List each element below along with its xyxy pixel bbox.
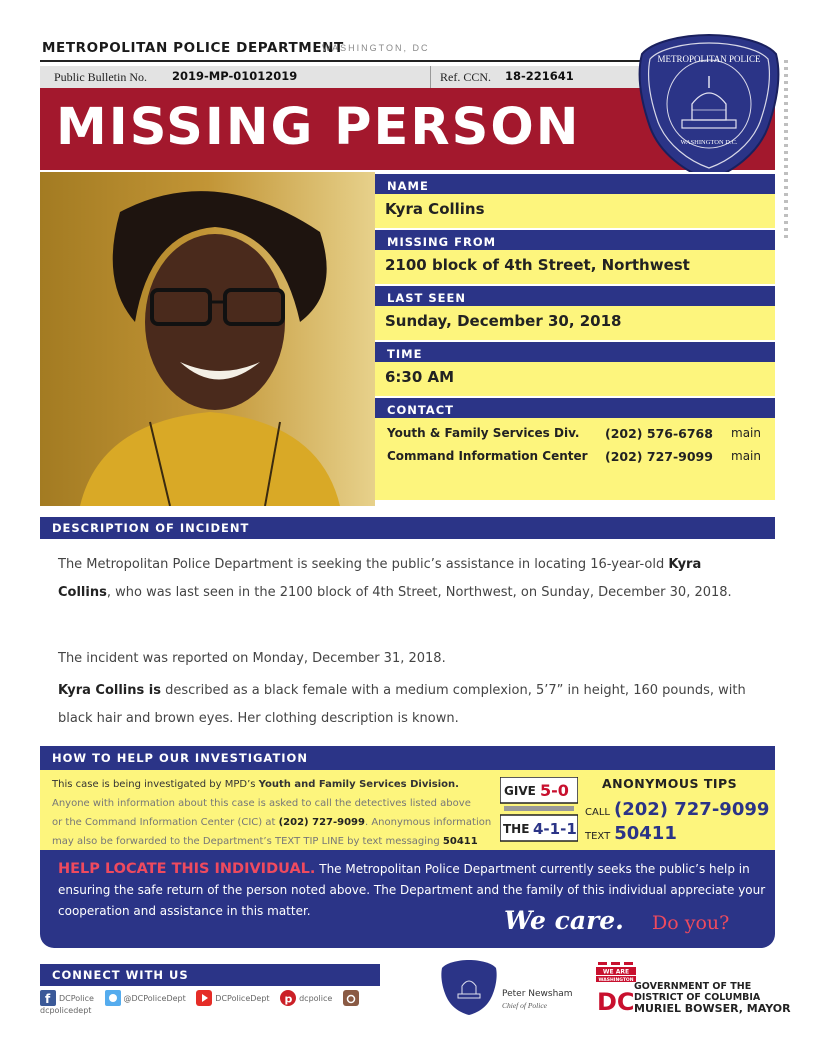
side-code-mark [780, 60, 792, 240]
info-panel [375, 172, 775, 500]
missing-from-label: MISSING FROM [375, 228, 775, 250]
missing-from-value: 2100 block of 4th Street, Northwest [375, 250, 775, 284]
department-name: METROPOLITAN POLICE DEPARTMENT [42, 40, 344, 56]
social-links [40, 990, 390, 1015]
youtube-icon[interactable] [196, 990, 212, 1006]
contact-phone[interactable]: (202) 727-9099 [605, 449, 713, 464]
svg-text:5-0: 5-0 [540, 781, 569, 800]
gov-line-1: GOVERNMENT OF THE [634, 981, 752, 992]
name-label: NAME [375, 172, 775, 194]
last-seen-value: Sunday, December 30, 2018 [375, 306, 775, 340]
description-paragraph-3: Kyra Collins is described as a black female with a medium complexion, 5’7” in height, 160 pounds, with black hair and brown eyes. Her clothing description is known. [58, 683, 746, 726]
svg-text:GIVE: GIVE [504, 784, 536, 798]
bulletin-number: 2019-MP-01012019 [172, 69, 298, 83]
contact-type: main [731, 449, 761, 463]
police-badge-icon [636, 32, 782, 182]
dc-government-logo [596, 962, 636, 1016]
page-title: MISSING PERSON [56, 98, 581, 157]
help-locate-text: HELP LOCATE THIS INDIVIDUAL. The Metropolitan Police Department currently seeks the public’s help in ensuring the safe return of the person noted above. The Department and the family of this individual appreciate your cooperation and assistance in this matter. [58, 861, 766, 918]
do-you-tagline: Do you? [652, 912, 730, 934]
description-paragraph-1: The Metropolitan Police Department is seeking the public’s assistance in locating 16-year-old Kyra Collins, who was last seen in the 2100 block of 4th Street, Northwest, on Sunday, December 30, 2018. [58, 557, 732, 600]
anonymous-tips-title: ANONYMOUS TIPS [602, 776, 738, 791]
give-50-the-411-logo [500, 777, 578, 843]
svg-text:4-1-1: 4-1-1 [533, 820, 577, 838]
contact-box [375, 418, 775, 500]
contact-label: CONTACT [375, 396, 775, 418]
last-seen-label: LAST SEEN [375, 284, 775, 306]
ref-number: 18-221641 [505, 69, 574, 83]
time-label: TIME [375, 340, 775, 362]
bulletin-label: Public Bulletin No. [54, 70, 147, 84]
gov-line-2: DISTRICT OF COLUMBIA [634, 992, 761, 1003]
instagram-icon[interactable] [343, 990, 359, 1006]
svg-text:f: f [45, 992, 51, 1006]
description-heading: DESCRIPTION OF INCIDENT [40, 517, 775, 539]
city-name: WASHINGTON, DC [322, 43, 430, 53]
svg-text:METROPOLITAN POLICE: METROPOLITAN POLICE [657, 54, 761, 64]
pinterest-icon[interactable] [280, 990, 296, 1006]
svg-text:DC: DC [597, 988, 635, 1016]
svg-text:WE ARE: WE ARE [602, 968, 630, 976]
svg-text:WASHINGTON: WASHINGTON [598, 978, 634, 983]
tip-text[interactable]: TEXT 50411 [585, 823, 677, 844]
help-heading: HOW TO HELP OUR INVESTIGATION [40, 746, 775, 770]
time-value: 6:30 AM [375, 362, 775, 396]
ref-label: Ref. CCN. [440, 70, 491, 84]
svg-text:WASHINGTON D.C.: WASHINGTON D.C. [680, 139, 738, 146]
connect-heading: CONNECT WITH US [40, 964, 380, 986]
contact-unit: Command Information Center [387, 449, 588, 463]
svg-text:THE: THE [503, 822, 530, 836]
description-paragraph-2: The incident was reported on Monday, December 31, 2018. [58, 651, 446, 666]
help-text: This case is being investigated by MPD’s Youth and Family Services Division. Anyone with information about this case is asked to call the detectives listed above or the Command Information Center (CIC) at (202) 727-9099. Anonymous information may also be forwarded to the Department’s TEXT TIP LINE by text messaging 50411 [52, 779, 492, 847]
bulletin-divider [430, 66, 431, 88]
social-label[interactable]: dcpolicedept [40, 1006, 92, 1015]
contact-unit: Youth & Family Services Div. [387, 426, 580, 440]
missing-person-photo [40, 172, 375, 506]
chief-badge-icon [440, 958, 498, 1016]
we-care-tagline: We care. [504, 906, 624, 935]
social-label[interactable]: dcpolice [299, 993, 333, 1003]
twitter-icon[interactable] [105, 990, 121, 1006]
chief-title: Chief of Police [502, 1001, 547, 1010]
social-label[interactable]: DCPolice [59, 993, 94, 1003]
chief-name: Peter Newsham [502, 989, 573, 999]
facebook-icon[interactable] [40, 990, 56, 1006]
social-label[interactable]: @DCPoliceDept [123, 993, 186, 1003]
contact-type: main [731, 426, 761, 440]
gov-line-3: MURIEL BOWSER, MAYOR [634, 1002, 791, 1015]
svg-text:p: p [284, 992, 293, 1006]
contact-phone[interactable]: (202) 576-6768 [605, 426, 713, 441]
tip-call[interactable]: CALL (202) 727-9099 [585, 799, 770, 820]
name-value: Kyra Collins [375, 194, 775, 228]
social-label[interactable]: DCPoliceDept [215, 993, 270, 1003]
